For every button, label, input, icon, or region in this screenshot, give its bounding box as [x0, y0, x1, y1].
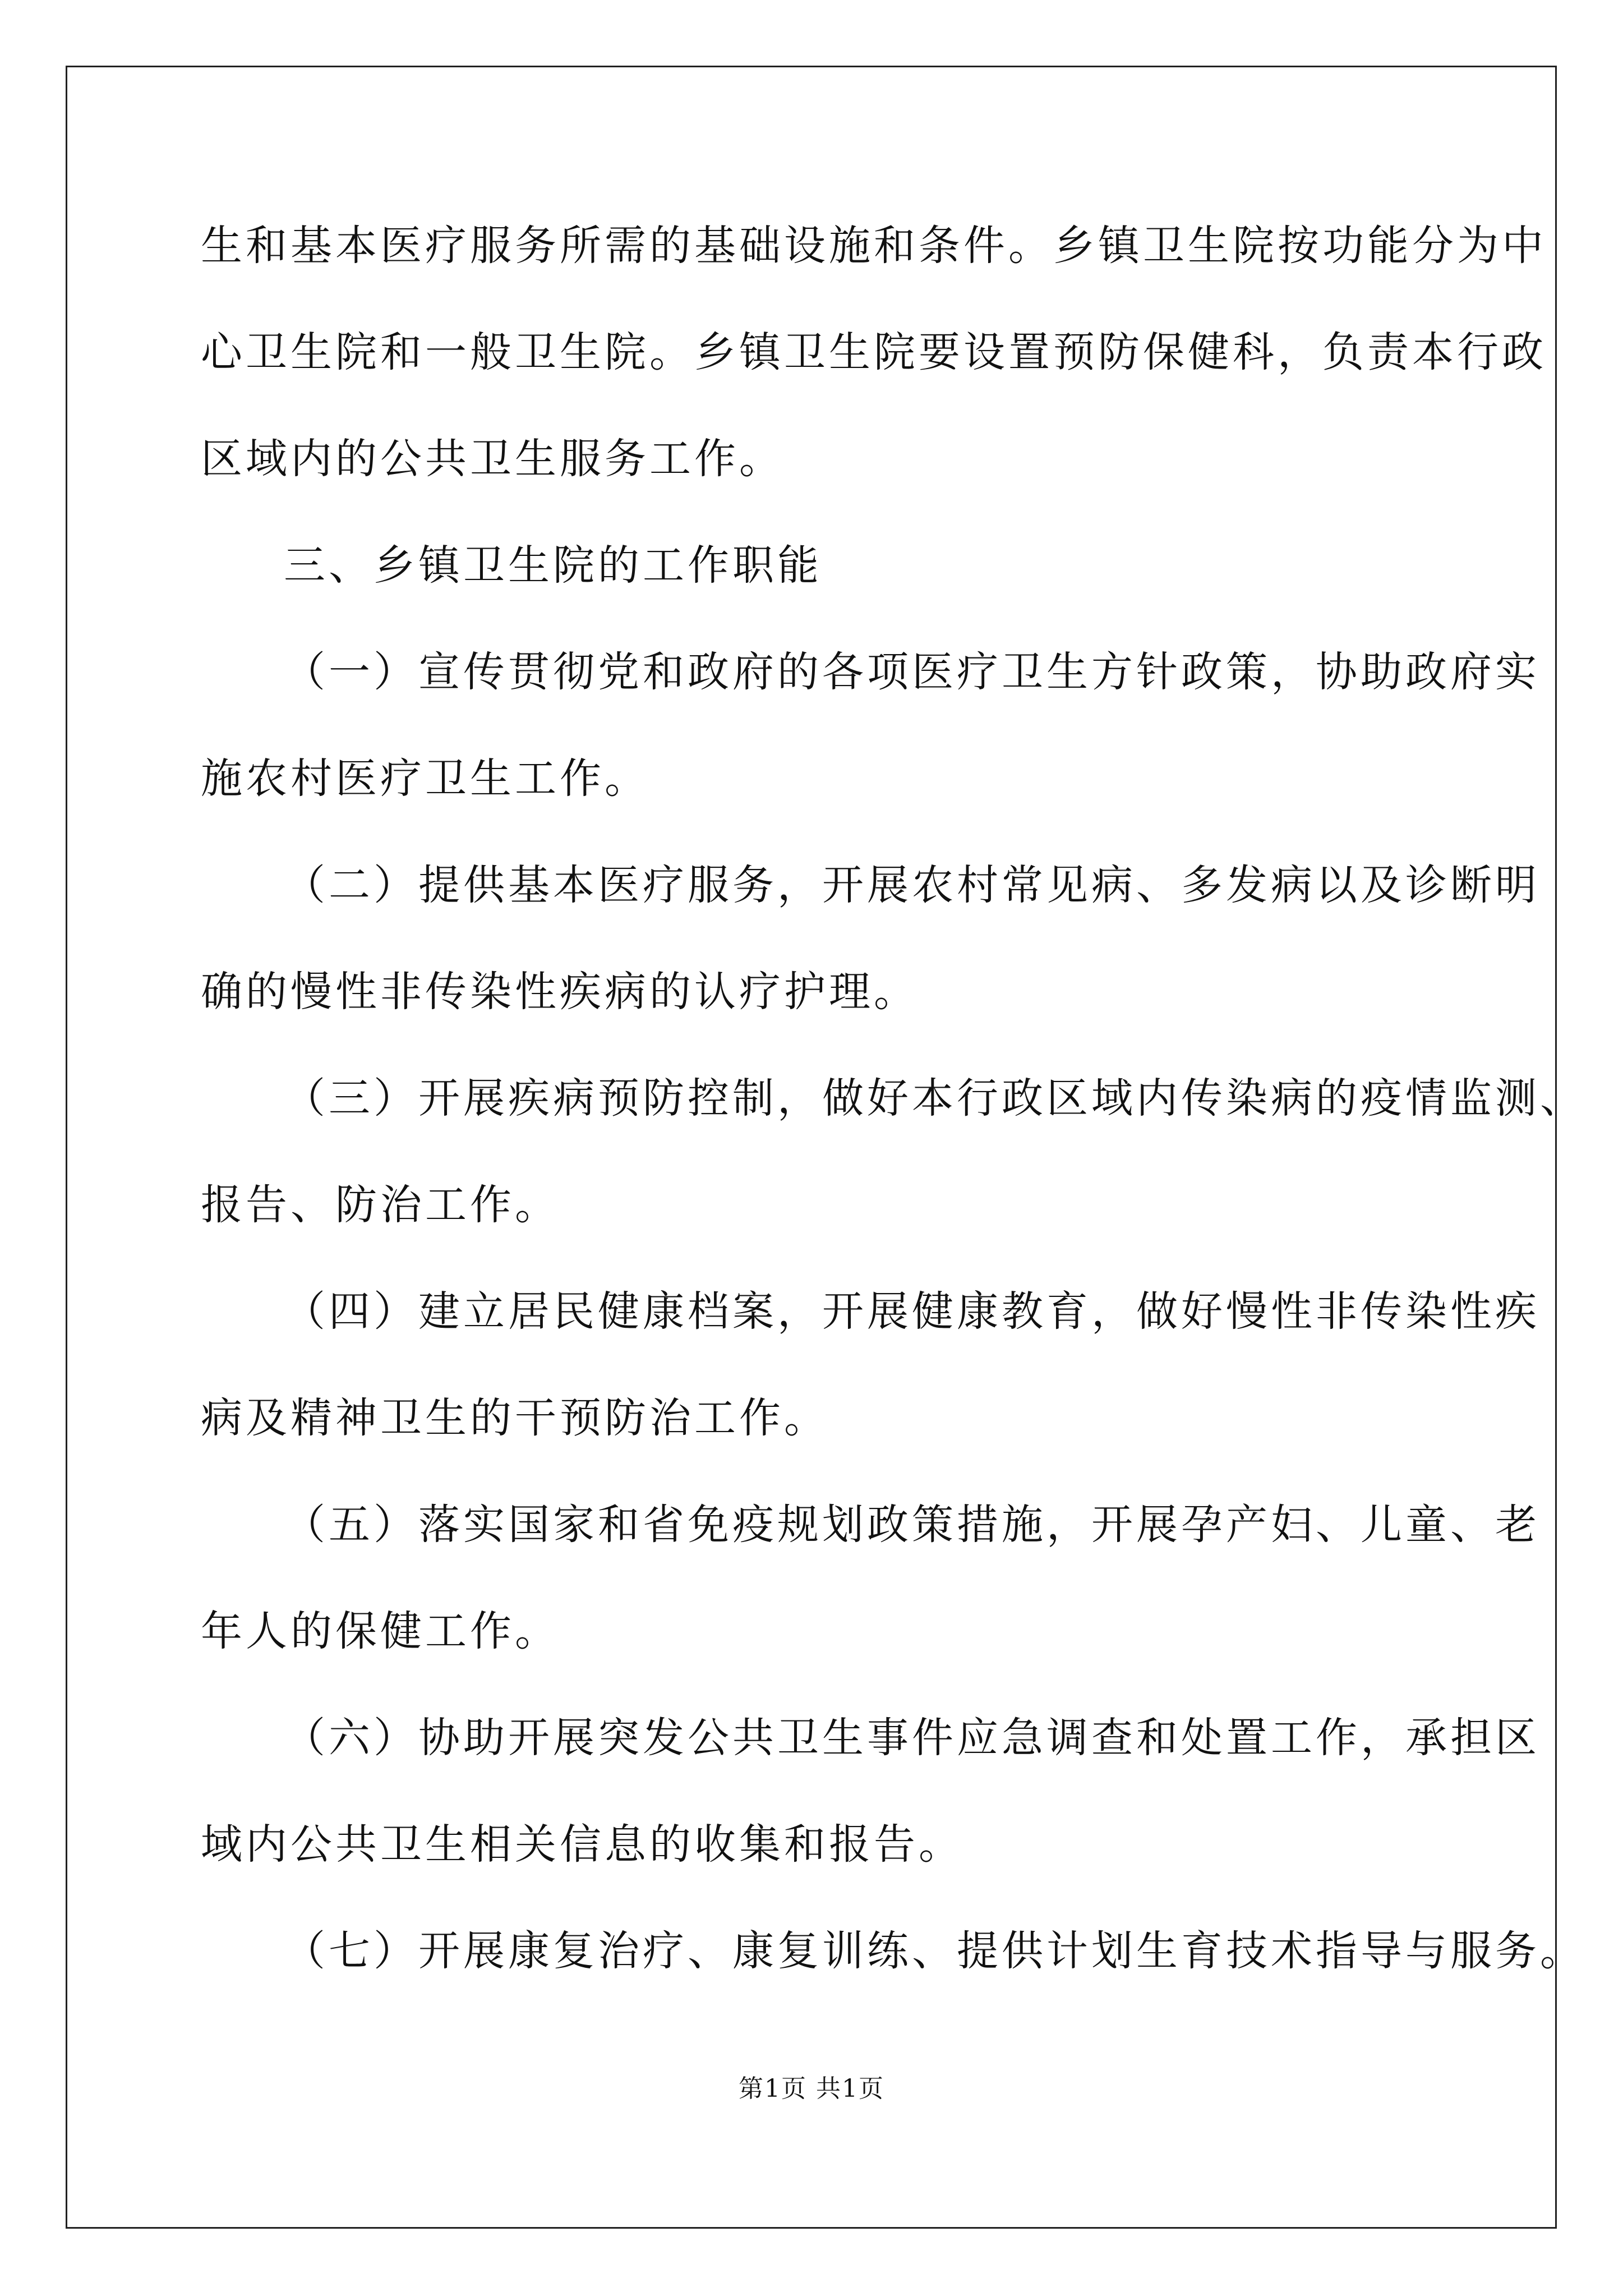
paragraph-line: 病及精神卫生的干预防治工作。 [201, 1394, 829, 1442]
paragraph-line: 施农村医疗卫生工作。 [201, 754, 649, 803]
paragraph-line: （七）开展康复治疗、康复训练、提供计划生育技术指导与服务。 [284, 1927, 1585, 1975]
paragraph-line: （六）协助开展突发公共卫生事件应急调查和处置工作，承担区 [284, 1714, 1540, 1762]
paragraph-line: 心卫生院和一般卫生院。乡镇卫生院要设置预防保健科，负责本行政 [201, 328, 1547, 376]
section-heading: 三、乡镇卫生院的工作职能 [284, 541, 822, 590]
paragraph-line: 确的慢性非传染性疾病的认疗护理。 [201, 968, 919, 1016]
paragraph-line: （二）提供基本医疗服务，开展农村常见病、多发病以及诊断明 [284, 861, 1540, 909]
paragraph-line: 年人的保健工作。 [201, 1607, 560, 1655]
paragraph-line: 域内公共卫生相关信息的收集和报告。 [201, 1820, 963, 1869]
paragraph-line: 区域内的公共卫生服务工作。 [201, 435, 784, 483]
paragraph-line: 报告、防治工作。 [201, 1181, 560, 1229]
paragraph-line: （五）落实国家和省免疫规划政策措施，开展孕产妇、儿童、老 [284, 1501, 1540, 1549]
page-footer: 第1页 共1页 [739, 2074, 884, 2103]
paragraph-line: （一）宣传贯彻党和政府的各项医疗卫生方针政策，协助政府实 [284, 648, 1540, 696]
paragraph-line: （四）建立居民健康档案，开展健康教育，做好慢性非传染性疾 [284, 1287, 1540, 1336]
paragraph-line: 生和基本医疗服务所需的基础设施和条件。乡镇卫生院按功能分为中 [201, 222, 1547, 270]
document-body [201, 222, 1585, 2035]
paragraph-line: （三）开展疾病预防控制，做好本行政区域内传染病的疫情监测、 [284, 1074, 1585, 1122]
